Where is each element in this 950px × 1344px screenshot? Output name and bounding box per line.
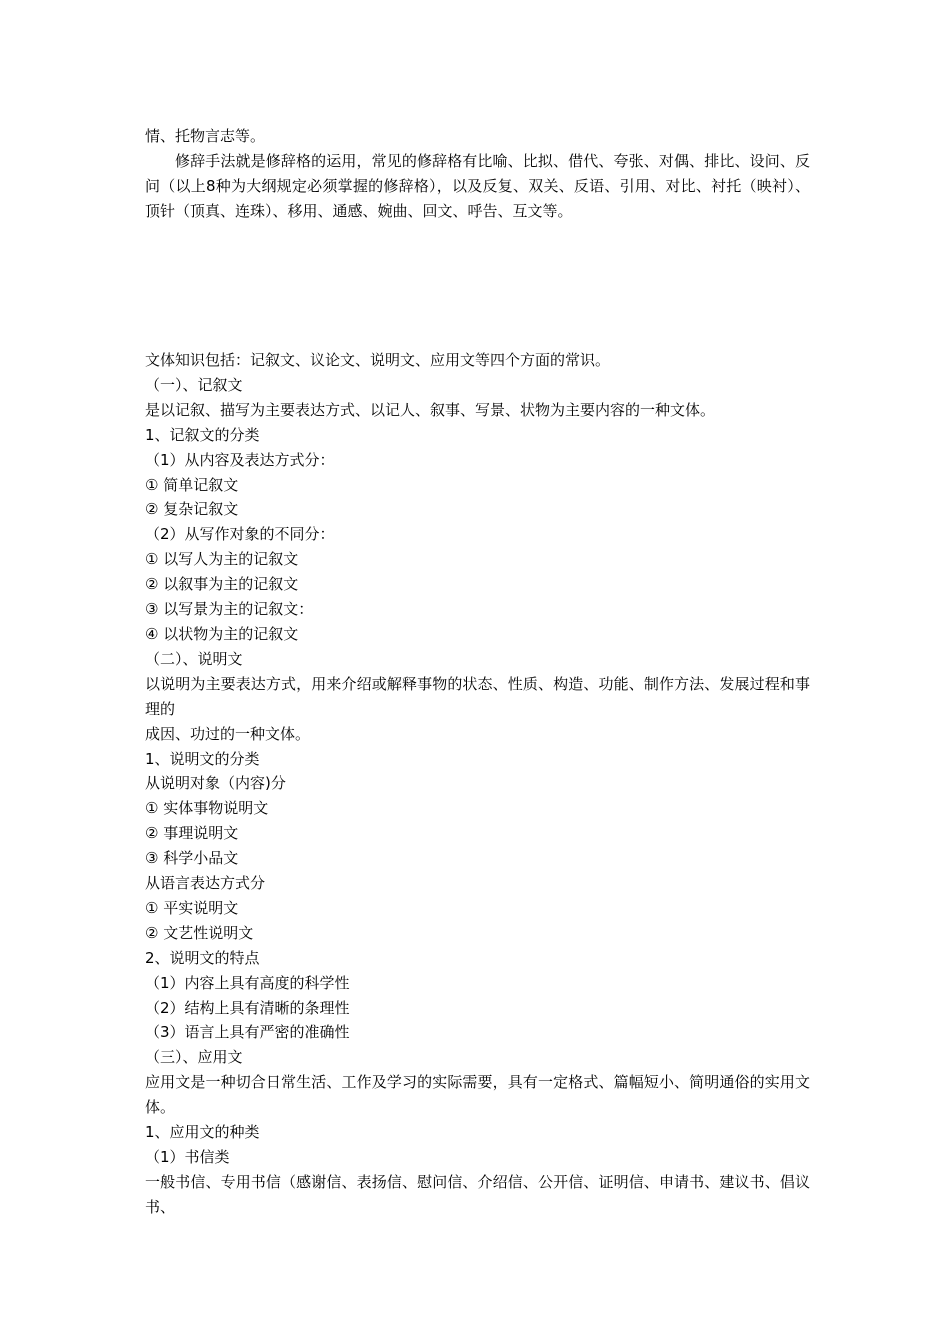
practical-types-heading: 1、应用文的种类 xyxy=(145,1123,260,1142)
list-item: ① 以写人为主的记叙文 xyxy=(145,550,299,569)
list-item: ② 文艺性说明文 xyxy=(145,923,254,942)
list-item: （2）结构上具有清晰的条理性 xyxy=(145,998,350,1017)
list-item: ② 以叙事为主的记叙文 xyxy=(145,575,299,594)
list-item: （3）语言上具有严密的准确性 xyxy=(145,1023,350,1042)
practical-letters-text: 一般书信、专用书信（感谢信、表扬信、慰问信、介绍信、公开信、证明信、申请书、建议书、倡议书、 xyxy=(145,1172,810,1216)
list-item: ② 事理说明文 xyxy=(145,824,239,843)
practical-letters-heading: （1）书信类 xyxy=(145,1148,230,1166)
list-item: ③ 以写景为主的记叙文： xyxy=(145,600,314,619)
expository-classification-heading: 1、说明文的分类 xyxy=(145,749,260,768)
narrative-classification-heading: 1、记叙文的分类 xyxy=(145,425,260,444)
expository-by-object-heading: 从说明对象（内容)分 xyxy=(145,774,286,793)
list-item: ③ 科学小品文 xyxy=(145,849,239,868)
expository-heading: （二）、说明文 xyxy=(145,649,243,668)
list-item: ④ 以状物为主的记叙文 xyxy=(145,624,299,643)
list-item: （1）内容上具有高度的科学性 xyxy=(145,973,350,992)
intro-section xyxy=(145,124,810,224)
narrative-definition: 是以记叙、描写为主要表达方式、以记人、叙事、写景、状物为主要内容的一种文体。 xyxy=(145,400,716,419)
list-item: ① 简单记叙文 xyxy=(145,475,239,494)
list-item: ② 复杂记叙文 xyxy=(145,500,239,519)
practical-definition: 应用文是一种切合日常生活、工作及学习的实际需要，具有一定格式、篇幅短小、简明通俗的实用文体。 xyxy=(145,1073,810,1117)
list-item: ① 实体事物说明文 xyxy=(145,799,269,818)
list-item: ① 平实说明文 xyxy=(145,898,239,917)
narrative-by-object-heading: （2）从写作对象的不同分： xyxy=(145,525,335,544)
expository-features-heading: 2、说明文的特点 xyxy=(145,948,260,967)
narrative-by-content-heading: （1）从内容及表达方式分： xyxy=(145,450,335,469)
genre-knowledge-section xyxy=(145,348,810,1220)
genre-summary: 文体知识包括：记叙文、议论文、说明文、应用文等四个方面的常识。 xyxy=(145,351,611,369)
expository-definition-line2: 成因、功过的一种文体。 xyxy=(145,724,311,743)
narrative-heading: （一）、记叙文 xyxy=(145,375,243,394)
rhetoric-paragraph: 修辞手法就是修辞格的运用，常见的修辞格有比喻、比拟、借代、夸张、对偶、排比、设问、反问（以上8种为大纲规定必须掌握的修辞格），以及反复、双关、反语、引用、对比、衬托（映衬）、顶针（顶真、连珠）、移用、通感、婉曲、回文、呼告、互文等。 xyxy=(145,152,810,220)
expository-by-language-heading: 从语言表达方式分 xyxy=(145,874,266,893)
practical-heading: （三）、应用文 xyxy=(145,1048,243,1067)
expository-definition-line1: 以说明为主要表达方式，用来介绍或解释事物的状态、性质、构造、功能、制作方法、发展过程和事理的 xyxy=(145,674,810,718)
paragraph-fragment: 情、托物言志等。 xyxy=(145,127,266,145)
